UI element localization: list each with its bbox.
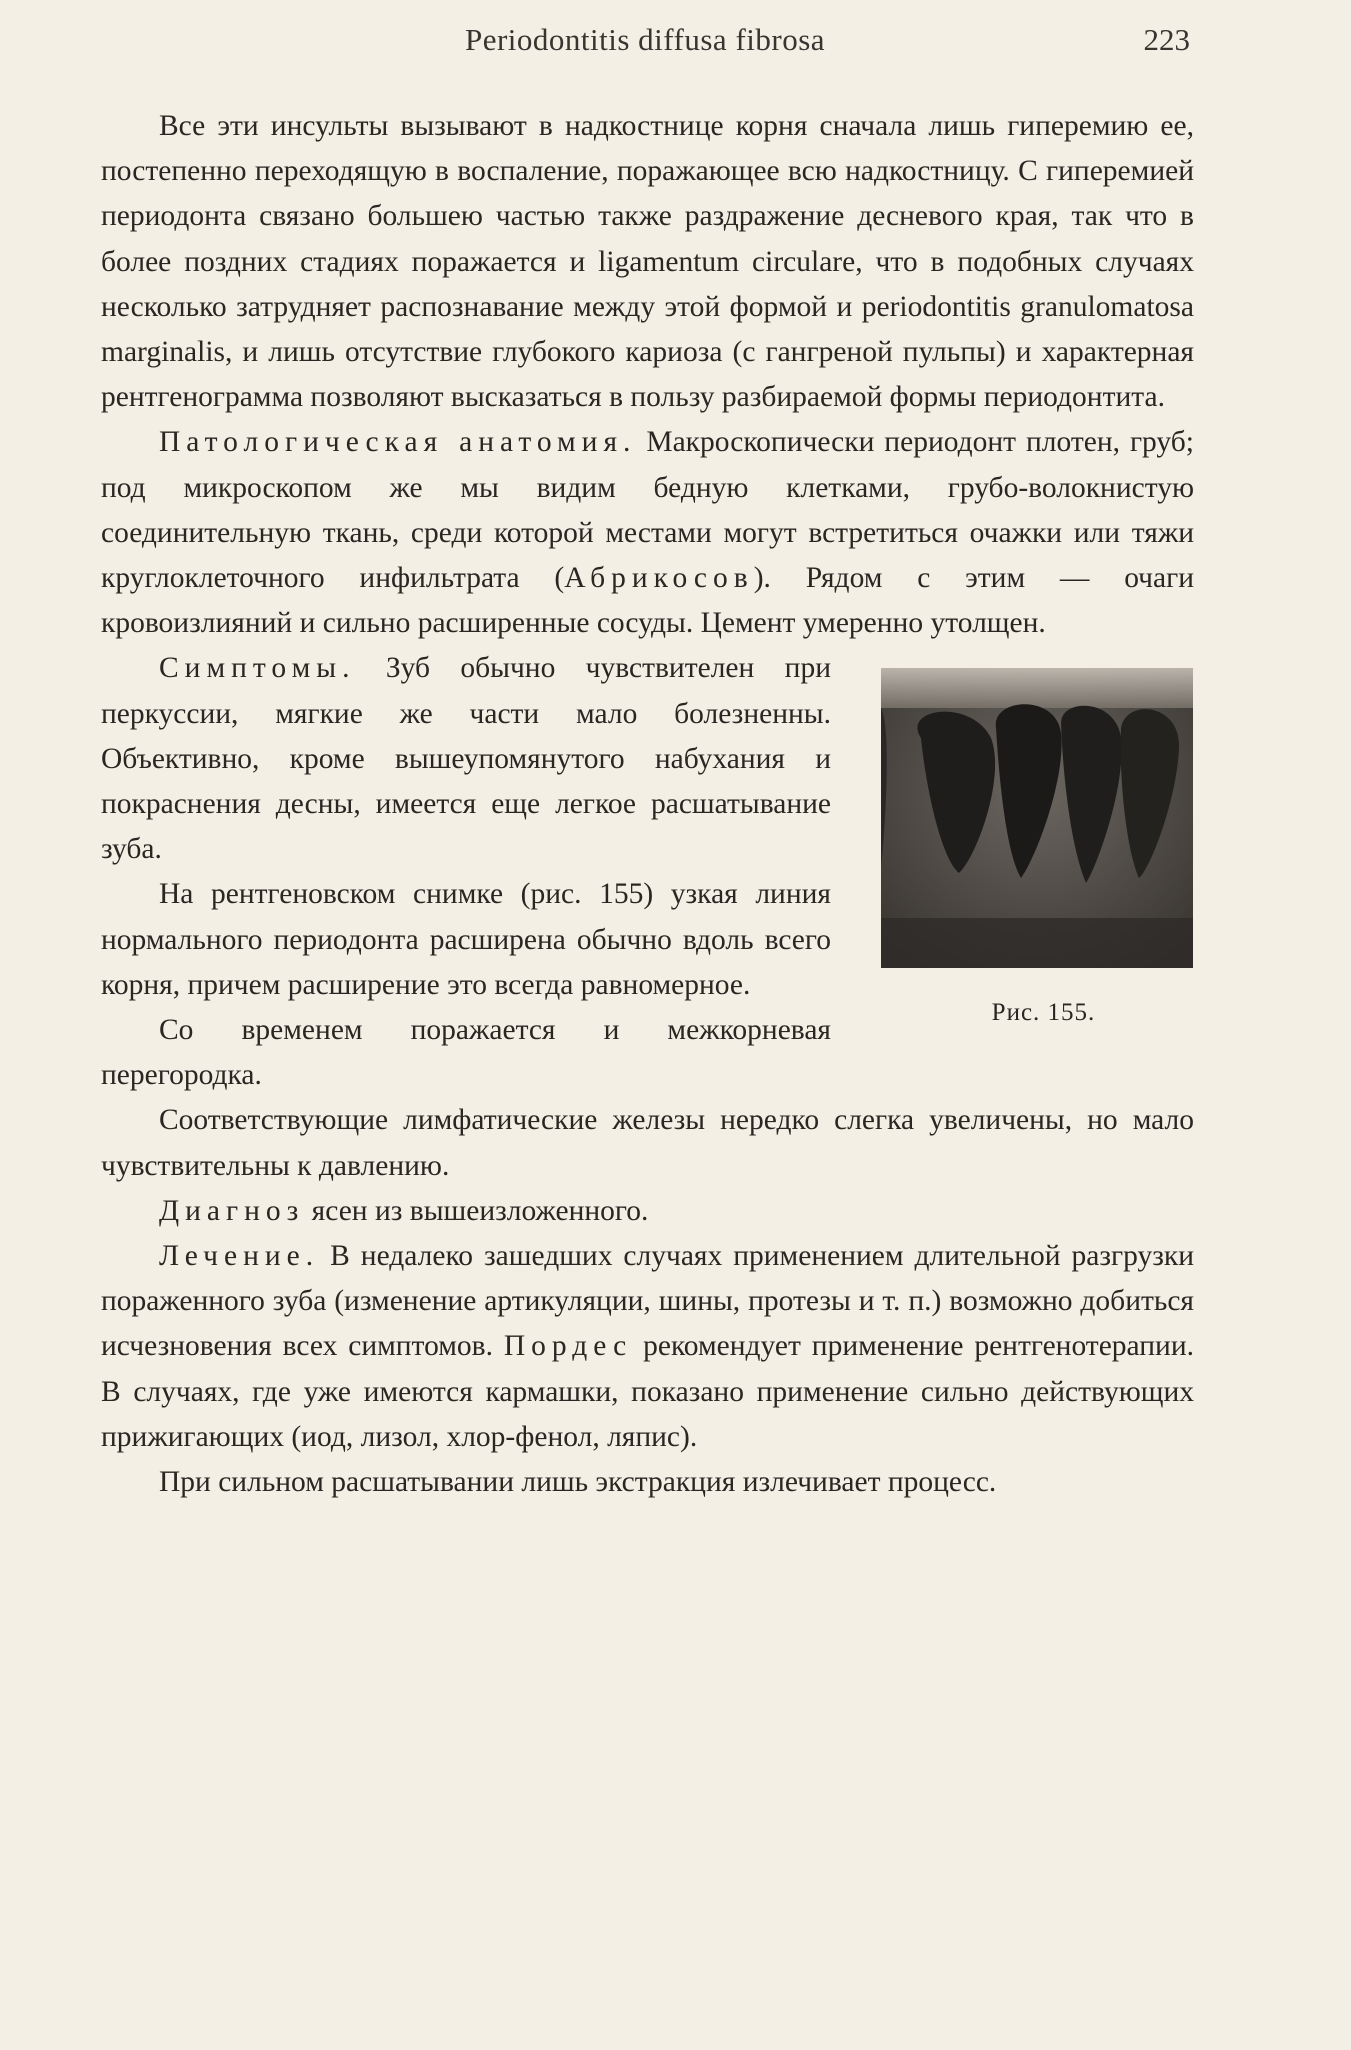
author-name: Абрикосов [564, 562, 754, 595]
author-name: Пордес [503, 1330, 633, 1363]
paragraph-text: В недалеко зашедших случаях применением длительной разгрузки пораженного зуба (изменение артикуляции, шины, протезы и т. п.) возможно добиться исчезновения всех симптомов. [101, 1240, 1194, 1363]
paragraph: Все эти инсульты вызывают в надкостнице корня сначала лишь гиперемию ее, постепенно переходящую в воспаление, поражающее всю надкостницу. С гиперемией периодонта связано большею частью также раздражение десневого края, так что в более поздних стадиях поражается и ligamentum circulare, что в подобных случаях несколько затрудняет распознавание между этой формой и periodontitis granulomatosa marginalis, и лишь отсутствие глубокого кариоза (с гангреной пульпы) и характерная рентгенограмма позволяют высказаться в пользу разбираемой формы периодонтита. [101, 110, 1194, 414]
paragraph: На рентгеновском снимке (рис. 155) узкая линия нормального периодонта расширена обычно вдоль всего корня, причем расширение это всегда равномерное. [101, 878, 831, 1001]
running-title: Periodontitis diffusa fibrosa [464, 22, 826, 57]
xray-image [881, 668, 1193, 968]
paragraph-text: рекомендует применение рентгенотерапии. В случаях, где уже имеются кармашки, показано применение сильно действующих прижигающих (иод, лизол, хлор-фенол, ляпис). [101, 1330, 1194, 1453]
section-heading: Лечение. [159, 1240, 320, 1273]
section-heading: Патологическая анатомия. [159, 426, 637, 459]
paragraph [101, 420, 1194, 646]
paragraph: Соответствующие лимфатические железы нередко слегка увеличены, но мало чувствительны к давлению. [101, 1104, 1194, 1182]
paragraph-text: Макроскопически периодонт плотен, груб; под микроскопом же мы видим бедную клетками, грубо-волокнистую соединительную ткань, среди которой местами могут встретиться очажки или тяжи круглоклеточного инфильтрата ( [101, 426, 1194, 595]
paragraph: Со временем поражается и межкорневая перегородка. [101, 1014, 831, 1092]
paragraph-text: ясен из вышеизложенного. [304, 1194, 649, 1227]
body-text [101, 104, 1194, 1505]
paragraph [101, 1189, 1194, 1234]
page-number: 223 [1143, 22, 1190, 57]
paragraph-text: Зуб обычно чувствителен при перкуссии, мягкие же части мало болезненны. Объективно, кроме вышеупомянутого набухания и покраснения десны, имеется еще легкое расшатывание зуба. [101, 652, 831, 866]
section-heading: Симптомы. [159, 652, 356, 685]
figure-155 [861, 668, 1206, 1035]
paragraph [101, 1234, 1194, 1460]
paragraph: При сильном расшатывании лишь экстракция излечивает процесс. [159, 1466, 997, 1499]
figure-caption: Рис. 155. [991, 999, 1096, 1027]
section-heading: Диагноз [159, 1194, 305, 1227]
running-header [100, 22, 1190, 62]
paragraph-text: ). Рядом с этим — очаги кровоизлияний и сильно расширенные сосуды. Цемент умеренно утолщен. [101, 562, 1195, 640]
